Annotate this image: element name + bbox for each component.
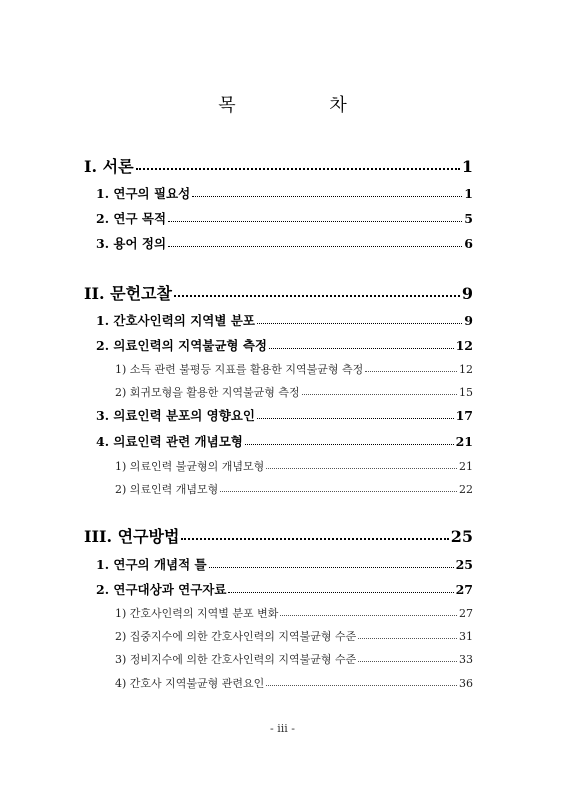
page-title: 목 차 bbox=[218, 95, 391, 116]
toc-leader-dots bbox=[280, 615, 457, 616]
toc-entry-label: 4. 의료인력 관련 개념모형 bbox=[96, 434, 243, 449]
toc-entry-label: 2. 연구대상과 연구자료 bbox=[96, 582, 227, 597]
toc-entry-label: 3. 의료인력 분포의 영향요인 bbox=[96, 408, 255, 423]
toc-entry[interactable] bbox=[96, 209, 473, 227]
toc-leader-dots bbox=[192, 196, 462, 197]
toc-entry[interactable] bbox=[96, 234, 473, 252]
toc-entry[interactable] bbox=[96, 555, 473, 573]
toc-entry-label: 2) 회귀모형을 활용한 지역불균형 측정 bbox=[115, 386, 300, 399]
toc-leader-dots bbox=[245, 444, 454, 445]
toc-leader-dots bbox=[228, 592, 453, 593]
toc-entry[interactable] bbox=[115, 361, 473, 377]
toc-entry[interactable] bbox=[115, 675, 473, 691]
toc-leader-dots bbox=[358, 638, 457, 639]
toc-entry-label: II. 문헌고찰 bbox=[84, 284, 172, 303]
toc-entry[interactable] bbox=[115, 651, 473, 667]
toc-entry-page: 25 bbox=[450, 527, 473, 546]
toc-entry-page: 1 bbox=[464, 186, 473, 201]
toc-entry[interactable] bbox=[115, 458, 473, 474]
toc-leader-dots bbox=[168, 221, 462, 222]
toc-entry-page: 12 bbox=[459, 363, 473, 376]
toc-entry[interactable] bbox=[96, 406, 473, 424]
toc-leader-dots bbox=[136, 168, 460, 170]
toc-entry-page: 17 bbox=[455, 408, 473, 423]
toc-entry[interactable] bbox=[115, 384, 473, 400]
toc-leader-dots bbox=[266, 468, 457, 469]
toc-entry-label: 1) 간호사인력의 지역별 분포 변화 bbox=[115, 607, 279, 620]
toc-entry[interactable] bbox=[96, 580, 473, 598]
toc-leader-dots bbox=[174, 295, 460, 297]
toc-entry-label: 1. 연구의 개념적 틀 bbox=[96, 557, 207, 572]
toc-entry-label: 1) 소득 관련 불평등 지표를 활용한 지역불균형 측정 bbox=[115, 363, 364, 376]
toc-entry[interactable] bbox=[115, 605, 473, 621]
toc-entry[interactable] bbox=[115, 481, 473, 497]
toc-entry[interactable] bbox=[84, 524, 473, 547]
toc-entry-page: 36 bbox=[459, 677, 473, 690]
toc-entry-label: 3. 용어 정의 bbox=[96, 236, 167, 251]
toc-leader-dots bbox=[365, 371, 457, 372]
toc-entry-label: 2. 연구 목적 bbox=[96, 211, 167, 226]
toc-entry-label: 2) 집중지수에 의한 간호사인력의 지역불균형 수준 bbox=[115, 630, 357, 643]
toc-entry-label: III. 연구방법 bbox=[84, 527, 180, 546]
toc-entry-label: 1. 간호사인력의 지역별 분포 bbox=[96, 313, 255, 328]
toc-entry-page: 33 bbox=[459, 653, 473, 666]
toc-entry-page: 22 bbox=[459, 483, 473, 496]
toc-entry-label: 1. 연구의 필요성 bbox=[96, 186, 191, 201]
toc-leader-dots bbox=[209, 567, 454, 568]
toc-entry-page: 12 bbox=[455, 338, 473, 353]
toc-leader-dots bbox=[358, 661, 457, 662]
toc-entry-page: 31 bbox=[459, 630, 473, 643]
toc-entry-page: 6 bbox=[464, 236, 473, 251]
toc-entry-page: 5 bbox=[464, 211, 473, 226]
toc-entry-page: 21 bbox=[459, 460, 473, 473]
toc-leader-dots bbox=[257, 418, 454, 419]
toc-leader-dots bbox=[266, 685, 457, 686]
toc-entry-page: 15 bbox=[459, 386, 473, 399]
toc-entry-label: 2. 의료인력의 지역불균형 측정 bbox=[96, 338, 268, 353]
toc-entry-page: 25 bbox=[455, 557, 473, 572]
toc-entry-label: 2) 의료인력 개념모형 bbox=[115, 483, 219, 496]
toc-entry[interactable] bbox=[115, 628, 473, 644]
toc-leader-dots bbox=[220, 491, 457, 492]
toc-entry-page: 27 bbox=[455, 582, 473, 597]
toc-leader-dots bbox=[181, 538, 448, 540]
toc-entry-label: 4) 간호사 지역불균형 관련요인 bbox=[115, 677, 265, 690]
toc-entry-page: 21 bbox=[455, 434, 473, 449]
toc-leader-dots bbox=[302, 394, 457, 395]
toc-entry-page: 1 bbox=[461, 157, 473, 176]
toc-entry[interactable] bbox=[84, 154, 473, 177]
toc-entry-label: 1) 의료인력 불균형의 개념모형 bbox=[115, 460, 265, 473]
toc-leader-dots bbox=[269, 348, 454, 349]
toc-leader-dots bbox=[257, 323, 462, 324]
toc-entry[interactable] bbox=[96, 311, 473, 329]
page-number-footer: - iii - bbox=[270, 722, 295, 735]
toc-entry-page: 9 bbox=[461, 284, 473, 303]
toc-entry-page: 9 bbox=[464, 313, 473, 328]
toc-entry-page: 27 bbox=[459, 607, 473, 620]
toc-entry-label: 3) 정비지수에 의한 간호사인력의 지역불균형 수준 bbox=[115, 653, 357, 666]
toc-entry[interactable] bbox=[96, 432, 473, 450]
toc-entry-label: I. 서론 bbox=[84, 157, 134, 176]
toc-entry[interactable] bbox=[84, 281, 473, 304]
toc-entry[interactable] bbox=[96, 184, 473, 202]
toc-leader-dots bbox=[168, 246, 462, 247]
toc-entry[interactable] bbox=[96, 336, 473, 354]
